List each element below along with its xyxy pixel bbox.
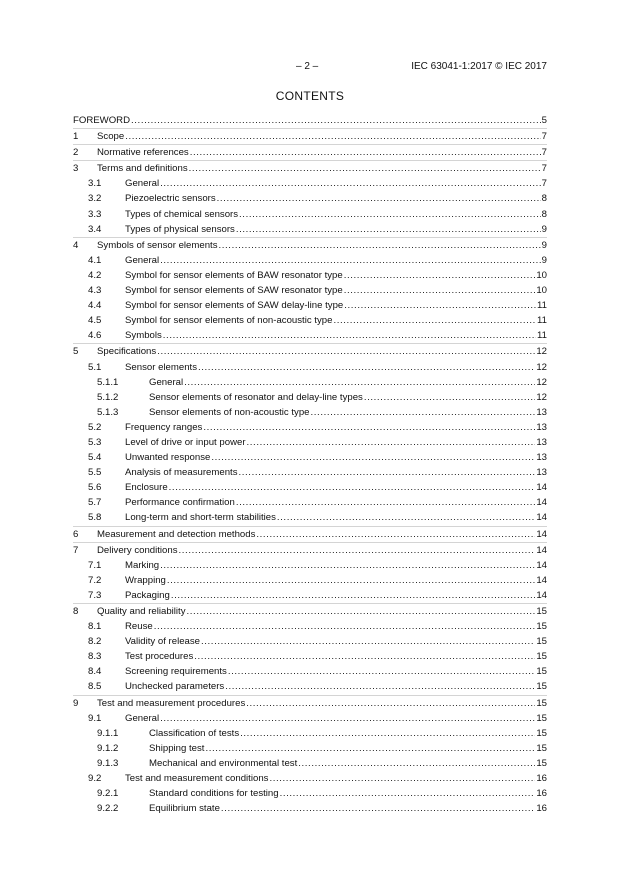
toc-entry-number: 9.2.2	[97, 803, 119, 815]
toc-entry[interactable]	[73, 144, 547, 160]
toc-entry-line	[97, 238, 547, 253]
dot-leader	[184, 375, 535, 390]
dot-leader	[219, 238, 541, 253]
toc-entry-title: General	[125, 254, 160, 266]
dot-leader	[225, 679, 535, 694]
toc-entry-page: 15	[536, 757, 547, 769]
toc-entry-page: 15	[536, 712, 547, 724]
toc-entry[interactable]	[73, 313, 547, 328]
toc-entry-page: 7	[541, 147, 547, 159]
toc-entry-page: 15	[536, 681, 547, 693]
toc-entry[interactable]	[73, 573, 547, 588]
toc-entry-number: 7.1	[88, 559, 102, 571]
toc-entry-page: 12	[536, 346, 547, 358]
dot-leader	[221, 801, 535, 816]
toc-entry[interactable]	[73, 664, 547, 679]
toc-entry[interactable]	[73, 328, 547, 343]
toc-entry[interactable]	[73, 711, 547, 726]
dot-leader	[228, 664, 535, 679]
toc-entry-title: Marking	[125, 559, 160, 571]
toc-entry-page: 10	[536, 285, 547, 297]
toc-entry-page: 14	[536, 482, 547, 494]
toc-entry-number: 8.5	[88, 681, 102, 693]
standard-reference: IEC 63041-1:2017 © IEC 2017	[411, 61, 547, 72]
toc-entry-number: 3.2	[88, 193, 102, 205]
toc-entry-line	[97, 344, 547, 359]
dot-leader	[154, 619, 536, 634]
toc-entry[interactable]	[73, 191, 547, 206]
toc-entry-page: 8	[541, 193, 547, 205]
toc-entry[interactable]	[73, 222, 547, 237]
toc-entry[interactable]	[73, 283, 547, 298]
toc-entry-line	[125, 495, 547, 510]
dot-leader	[269, 771, 535, 786]
dot-leader	[211, 450, 535, 465]
toc-entry[interactable]	[73, 801, 547, 816]
toc-entry[interactable]	[73, 253, 547, 268]
dot-leader	[364, 390, 535, 405]
toc-entry-line	[97, 145, 547, 160]
toc-entry-number: 5.7	[88, 497, 102, 509]
toc-entry-page: 14	[536, 544, 547, 556]
toc-entry-line	[125, 588, 547, 603]
page-number: – 2 –	[296, 61, 319, 72]
toc-entry-line	[97, 161, 547, 176]
toc-entry[interactable]	[73, 741, 547, 756]
toc-entry[interactable]	[73, 160, 547, 176]
toc-entry[interactable]	[73, 343, 547, 359]
toc-entry[interactable]	[73, 495, 547, 510]
toc-entry-number: 4	[73, 239, 79, 251]
toc-entry-title: Long-term and short-term stabilities	[125, 512, 276, 524]
toc-entry-number: 4.5	[88, 315, 102, 327]
dot-leader	[157, 344, 535, 359]
toc-entry-title: Enclosure	[125, 482, 168, 494]
toc-entry[interactable]	[73, 786, 547, 801]
toc-entry-page: 15	[536, 606, 547, 617]
toc-entry-title: Equilibrium state	[149, 803, 220, 815]
toc-entry-page: 9	[541, 254, 547, 266]
dot-leader	[205, 741, 535, 756]
toc-entry-page: 10	[536, 269, 547, 281]
toc-entry-line	[149, 786, 547, 801]
table-of-contents	[73, 113, 547, 816]
dot-leader	[298, 756, 535, 771]
toc-entry-page: 16	[536, 803, 547, 815]
toc-entry-number: 5.1.2	[97, 391, 119, 403]
dot-leader	[246, 696, 535, 711]
dot-leader	[247, 435, 536, 450]
toc-entry-title: Wrapping	[125, 574, 166, 586]
toc-entry-line	[125, 435, 547, 450]
toc-entry[interactable]	[73, 298, 547, 313]
toc-entry-page: 14	[536, 497, 547, 509]
toc-entry-line	[97, 696, 547, 711]
toc-entry-title: Normative references	[97, 147, 189, 159]
toc-entry-line	[125, 313, 547, 328]
toc-entry-line	[149, 405, 547, 420]
toc-entry-number: 3	[73, 163, 79, 175]
toc-entry[interactable]	[73, 360, 547, 375]
toc-entry-line	[125, 510, 547, 525]
dot-leader	[344, 283, 536, 298]
toc-entry-page: 15	[536, 636, 547, 648]
toc-entry-line	[125, 360, 547, 375]
toc-entry-title: Types of chemical sensors	[125, 208, 239, 220]
dot-leader	[198, 360, 535, 375]
toc-entry-page: 16	[536, 773, 547, 785]
toc-entry-line	[125, 450, 547, 465]
dot-leader	[344, 298, 536, 313]
toc-entry-line	[125, 298, 547, 313]
toc-entry-title: Performance confirmation	[125, 497, 235, 509]
page-title: CONTENTS	[275, 89, 345, 103]
toc-entry-title: Packaging	[125, 589, 170, 601]
toc-entry-title: Frequency ranges	[125, 421, 203, 433]
toc-entry-page: 16	[536, 788, 547, 800]
toc-entry-number: 2	[73, 147, 79, 159]
toc-entry-title: Delivery conditions	[97, 544, 178, 556]
toc-entry-number: 9.1.2	[97, 742, 119, 754]
toc-entry-number: 9.1.3	[97, 757, 119, 769]
toc-entry-title: General	[125, 178, 160, 190]
toc-entry[interactable]	[73, 649, 547, 664]
dot-leader	[277, 510, 535, 525]
dot-leader	[187, 604, 536, 619]
toc-entry-line	[125, 771, 547, 786]
toc-entry[interactable]	[73, 558, 547, 573]
toc-entry-line	[149, 726, 547, 741]
toc-entry-page: 11	[537, 315, 547, 327]
toc-entry-title: Symbols of sensor elements	[97, 239, 218, 251]
toc-entry-title: Quality and reliability	[97, 606, 186, 617]
toc-entry-title: Symbol for sensor elements of BAW resonator type	[125, 269, 343, 281]
dot-leader	[201, 634, 535, 649]
toc-entry[interactable]	[73, 405, 547, 420]
dot-leader	[236, 495, 535, 510]
toc-entry-line	[125, 420, 547, 435]
toc-entry[interactable]	[73, 619, 547, 634]
toc-entry-line	[149, 756, 547, 771]
dot-leader	[280, 786, 536, 801]
toc-entry-title: Analysis of measurements	[125, 467, 238, 479]
toc-entry-title: Terms and definitions	[97, 163, 188, 175]
toc-entry-page: 13	[536, 467, 547, 479]
toc-entry-line	[125, 253, 547, 268]
toc-entry-title: Unwanted response	[125, 452, 211, 464]
toc-entry[interactable]	[73, 268, 547, 283]
toc-entry-number: 7.3	[88, 589, 102, 601]
toc-entry-number: 4.1	[88, 254, 102, 266]
toc-entry[interactable]	[73, 390, 547, 405]
toc-entry-number: 5.8	[88, 512, 102, 524]
toc-entry-page: 13	[536, 421, 547, 433]
toc-entry-title: Reuse	[125, 621, 153, 633]
toc-entry-number: 7	[73, 544, 79, 556]
toc-entry-number: 4.2	[88, 269, 102, 281]
dot-leader	[171, 588, 536, 603]
toc-entry[interactable]	[73, 679, 547, 694]
toc-entry-line	[149, 741, 547, 756]
toc-entry[interactable]	[73, 603, 547, 619]
toc-entry-number: 4.6	[88, 330, 102, 342]
toc-entry-number: 9.2	[88, 773, 102, 785]
toc-entry-page: 14	[536, 528, 547, 540]
toc-entry-number: 6	[73, 528, 79, 540]
dot-leader	[179, 543, 536, 558]
toc-entry[interactable]	[73, 510, 547, 525]
toc-entry-number: 3.3	[88, 208, 102, 220]
dot-leader	[189, 161, 541, 176]
toc-entry-line	[125, 711, 547, 726]
toc-entry-line	[125, 480, 547, 495]
toc-entry-line	[125, 268, 547, 283]
toc-entry-number: 5.3	[88, 436, 102, 448]
toc-entry-line	[125, 328, 547, 343]
toc-entry-title: Mechanical and environmental test	[149, 757, 298, 769]
dot-leader	[236, 222, 541, 237]
toc-entry-page: 11	[537, 330, 547, 342]
toc-entry-title: Measurement and detection methods	[97, 528, 256, 540]
toc-entry-title: Sensor elements of resonator and delay-line types	[149, 391, 363, 403]
toc-entry-page: 12	[536, 361, 547, 373]
toc-entry-line	[97, 129, 547, 144]
toc-entry-line	[125, 283, 547, 298]
toc-entry-page: 15	[536, 651, 547, 663]
toc-entry-number: 8.4	[88, 666, 102, 678]
toc-entry-number: 9.1.1	[97, 727, 119, 739]
toc-entry-number: 9	[73, 697, 79, 709]
toc-entry[interactable]	[73, 128, 547, 144]
toc-entry-number: 3.1	[88, 178, 102, 190]
dot-leader	[131, 113, 541, 128]
toc-entry-page: 15	[536, 621, 547, 633]
dot-leader	[160, 711, 535, 726]
toc-entry-page: 5	[541, 115, 547, 126]
toc-entry-title: Screening requirements	[125, 666, 227, 678]
toc-entry-title: Symbol for sensor elements of non-acoustic type	[125, 315, 333, 327]
toc-entry-page: 12	[536, 376, 547, 388]
toc-entry-number: 5.1.1	[97, 376, 119, 388]
toc-entry[interactable]	[73, 435, 547, 450]
toc-entry[interactable]	[73, 634, 547, 649]
toc-entry-number: 3.4	[88, 223, 102, 235]
toc-entry-line	[125, 207, 547, 222]
dot-leader	[239, 207, 541, 222]
dot-leader	[333, 313, 536, 328]
toc-entry[interactable]	[73, 207, 547, 222]
toc-entry-number: 4.4	[88, 300, 102, 312]
toc-entry-page: 8	[541, 208, 547, 220]
toc-entry-title: Symbols	[125, 330, 162, 342]
toc-entry-number: 8.3	[88, 651, 102, 663]
toc-entry-page: 13	[536, 452, 547, 464]
toc-entry[interactable]	[73, 375, 547, 390]
dot-leader	[217, 191, 541, 206]
toc-entry-title: Test and measurement procedures	[97, 697, 246, 709]
toc-entry-title: Test and measurement conditions	[125, 773, 269, 785]
toc-entry-page: 14	[536, 589, 547, 601]
toc-entry[interactable]	[73, 526, 547, 542]
toc-entry[interactable]	[73, 465, 547, 480]
toc-entry-page: 14	[536, 574, 547, 586]
toc-entry-page: 13	[536, 406, 547, 418]
toc-entry-number: 5.4	[88, 452, 102, 464]
toc-entry-line	[97, 527, 547, 542]
toc-entry-line	[97, 543, 547, 558]
toc-entry[interactable]	[73, 420, 547, 435]
dot-leader	[311, 405, 536, 420]
dot-leader	[344, 268, 536, 283]
toc-entry-number: 5	[73, 346, 79, 358]
toc-entry-line	[125, 176, 547, 191]
toc-entry[interactable]	[73, 113, 547, 128]
toc-entry-number: 1	[73, 131, 79, 143]
toc-entry-title: FOREWORD	[73, 115, 131, 126]
toc-entry-title: Classification of tests	[149, 727, 240, 739]
toc-entry-line	[149, 801, 547, 816]
toc-entry-title: General	[149, 376, 184, 388]
dot-leader	[160, 176, 541, 191]
toc-entry[interactable]	[73, 588, 547, 603]
toc-entry-title: Piezoelectric sensors	[125, 193, 216, 205]
toc-entry-page: 15	[536, 666, 547, 678]
toc-entry-page: 7	[541, 163, 547, 175]
toc-entry-number: 8.2	[88, 636, 102, 648]
toc-entry-title: Sensor elements	[125, 361, 197, 373]
toc-entry-title: Scope	[97, 131, 125, 143]
toc-entry-line	[125, 222, 547, 237]
toc-entry-number: 7.2	[88, 574, 102, 586]
toc-entry-title: Symbol for sensor elements of SAW resonator type	[125, 285, 343, 297]
toc-entry[interactable]	[73, 176, 547, 191]
toc-entry-number: 5.1	[88, 361, 102, 373]
dot-leader	[167, 573, 535, 588]
toc-entry-title: Unchecked parameters	[125, 681, 225, 693]
toc-entry-page: 12	[536, 391, 547, 403]
toc-entry-page: 15	[536, 742, 547, 754]
toc-entry-page: 15	[536, 697, 547, 709]
toc-entry-line	[125, 679, 547, 694]
toc-entry-page: 15	[536, 727, 547, 739]
toc-entry-number: 8.1	[88, 621, 102, 633]
toc-entry[interactable]	[73, 237, 547, 253]
toc-entry-number: 8	[73, 606, 79, 617]
toc-entry-page: 14	[536, 559, 547, 571]
toc-entry[interactable]	[73, 450, 547, 465]
toc-entry-title: Validity of release	[125, 636, 201, 648]
toc-entry-number: 5.1.3	[97, 406, 119, 418]
toc-entry-page: 7	[541, 131, 547, 143]
toc-entry-title: General	[125, 712, 160, 724]
toc-entry-title: Symbol for sensor elements of SAW delay-line type	[125, 300, 344, 312]
toc-entry-line	[125, 558, 547, 573]
dot-leader	[239, 465, 536, 480]
toc-entry-title: Types of physical sensors	[125, 223, 235, 235]
toc-entry-line	[125, 191, 547, 206]
dot-leader	[190, 145, 541, 160]
toc-entry-line	[125, 634, 547, 649]
toc-entry-page: 14	[536, 512, 547, 524]
dot-leader	[240, 726, 535, 741]
toc-entry-title: Standard conditions for testing	[149, 788, 279, 800]
toc-entry[interactable]	[73, 542, 547, 558]
dot-leader	[163, 328, 536, 343]
toc-entry-line	[149, 390, 547, 405]
toc-entry-title: Specifications	[97, 346, 157, 358]
dot-leader	[194, 649, 535, 664]
toc-entry[interactable]	[73, 771, 547, 786]
toc-entry-page: 13	[536, 436, 547, 448]
toc-entry[interactable]	[73, 756, 547, 771]
toc-entry-line	[125, 664, 547, 679]
toc-entry[interactable]	[73, 726, 547, 741]
toc-entry[interactable]	[73, 480, 547, 495]
toc-entry-page: 9	[541, 223, 547, 235]
toc-entry-number: 5.2	[88, 421, 102, 433]
toc-entry-page: 9	[541, 239, 547, 251]
toc-entry-page: 11	[537, 300, 547, 312]
toc-entry-number: 4.3	[88, 285, 102, 297]
toc-entry-title: Sensor elements of non-acoustic type	[149, 406, 310, 418]
toc-entry-number: 9.2.1	[97, 788, 119, 800]
dot-leader	[125, 129, 540, 144]
toc-entry-page: 7	[541, 178, 547, 190]
dot-leader	[160, 253, 541, 268]
toc-entry-line	[125, 465, 547, 480]
toc-entry-number: 5.6	[88, 482, 102, 494]
toc-entry-title: Level of drive or input power	[125, 436, 246, 448]
toc-entry-line	[125, 649, 547, 664]
dot-leader	[203, 420, 535, 435]
dot-leader	[256, 527, 535, 542]
toc-entry-number: 5.5	[88, 467, 102, 479]
dot-leader	[169, 480, 536, 495]
toc-entry-line	[73, 113, 547, 128]
toc-entry-line	[125, 619, 547, 634]
toc-entry-line	[149, 375, 547, 390]
toc-entry[interactable]	[73, 695, 547, 711]
toc-entry-line	[97, 604, 547, 619]
toc-entry-line	[125, 573, 547, 588]
toc-entry-number: 9.1	[88, 712, 102, 724]
dot-leader	[160, 558, 535, 573]
toc-entry-title: Shipping test	[149, 742, 205, 754]
toc-entry-title: Test procedures	[125, 651, 194, 663]
